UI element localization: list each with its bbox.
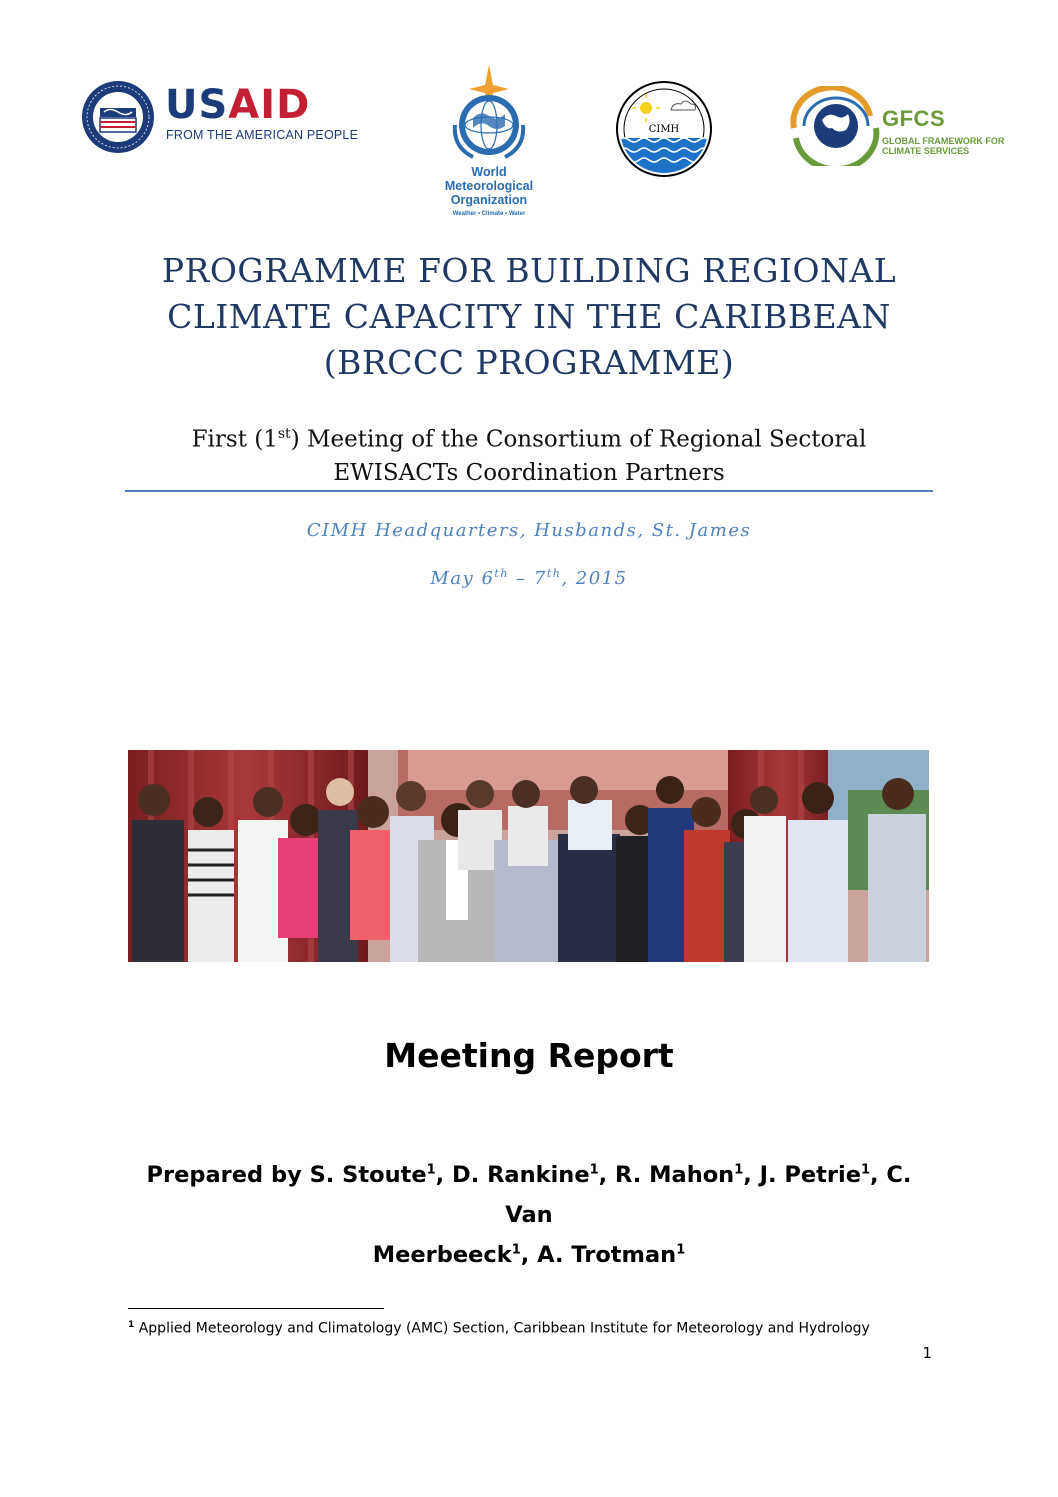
usaid-seal-icon — [78, 80, 160, 154]
title-divider — [125, 490, 933, 492]
meeting-subtitle: First (1st) Meeting of the Consortium of Regional Sectoral EWISACTs Coordination Partners — [191, 426, 867, 486]
gfcs-logo — [786, 86, 1036, 166]
meeting-venue: CIMH Headquarters, Husbands, St. James — [306, 520, 752, 541]
cimh-center-text: CIMH — [648, 124, 680, 135]
cimh-seal-icon — [609, 80, 719, 178]
authors-line: Prepared by S. Stoute$^1$, D. Rankine$^1$, R. Mahon$^1$, J. Petrie$^1$, C. Van Meerbeeck$^1$, A. Trotman$^1$ — [146, 1162, 912, 1268]
wmo-tagline: Weather • Climate • Water — [452, 211, 526, 217]
usaid-logo — [78, 80, 359, 154]
programme-title: PROGRAMME FOR BUILDING REGIONAL CLIMATE CAPACITY IN THE CARIBBEAN (BRCCC PROGRAMME) — [161, 251, 897, 382]
cimh-logo — [609, 80, 719, 178]
meeting-date: May 6th – 7th, 2015 — [430, 567, 628, 589]
wmo-wordmark: World Meteorological Organization — [444, 165, 534, 207]
footnote: $^1$ Applied Meteorology and Climatology (AMC) Section, Caribbean Institute for Meteorology and Hydrology — [128, 1320, 870, 1337]
wmo-emblem-icon — [433, 63, 545, 163]
gfcs-fullname: GLOBAL FRAMEWORK FOR CLIMATE SERVICES — [882, 136, 1005, 156]
usaid-tagline: FROM THE AMERICAN PEOPLE — [166, 128, 359, 142]
page-number: 1 — [922, 1344, 932, 1362]
footnote-separator — [128, 1308, 384, 1309]
gfcs-globe-icon — [786, 86, 882, 166]
report-title: Meeting Report — [384, 1036, 674, 1075]
wmo-logo — [433, 63, 545, 225]
gfcs-acronym: GFCS — [882, 106, 946, 131]
usaid-wordmark: USAID — [165, 82, 311, 128]
group-photo — [128, 750, 929, 962]
group-photo-image — [128, 750, 929, 962]
